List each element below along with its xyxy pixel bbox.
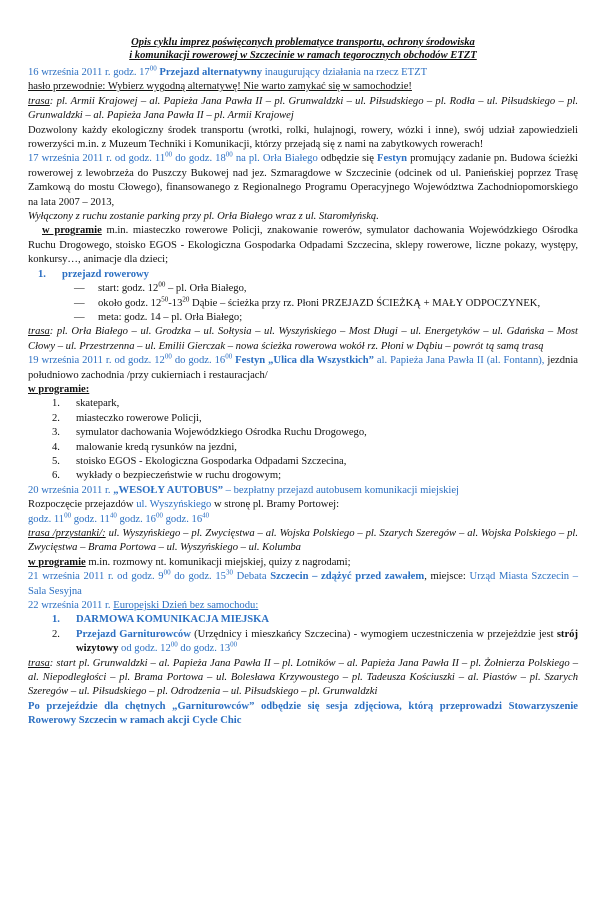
event-1-route (28, 95, 578, 124)
event-2-place: na pl. Orła Białego (232, 153, 318, 165)
event-2-mid: do godz. 18 (172, 153, 226, 165)
route-text: : pl. Armii Krajowej – al. Papieża Jana Pawła II – pl. Grunwaldzki – ul. Piłsudskiego – pl. Rodła – ul. Piłsudskiego – pl. Grunwaldzki – al. Papieża Jana Pawła II – pl. Armii Krajowej (28, 95, 578, 122)
title-line-1: Opis cyklu imprez poświęconych problematyce transportu, ochrony środowiska (131, 37, 475, 48)
title-line-2: i komunikacji rowerowej w Szczecinie w ramach tegorocznych obchodów ETZT (129, 50, 477, 61)
step-item (74, 282, 578, 296)
event-1-time-sup: 00 (149, 64, 157, 73)
item-time-b: do godz. 13 (177, 643, 231, 655)
event-3-sup1: 00 (164, 352, 172, 361)
item-num: 3. (52, 427, 60, 439)
event-4-rest: – bezpłatny przejazd autobusem komunikacji miejskiej (223, 484, 459, 496)
item-name: Przejazd Garniturowców (76, 628, 191, 640)
item-text: stoisko EGOS - Ekologiczna Gospodarka Odpadami Szczecina, (76, 455, 347, 467)
event-3-date: 19 września 2011 r. od godz. 12 (28, 355, 165, 367)
item-sup2: 00 (230, 640, 238, 649)
event-1-name: Przejazd alternatywny (159, 67, 263, 78)
event-5-rest: , miejsce: (424, 571, 470, 583)
step-text-b: -13 (168, 297, 183, 309)
event-5-date: 21 września 2011 r. od godz. 9 (28, 571, 164, 583)
program-text: m.in. rozmowy nt. komunikacji miejskiej, quizy z nagrodami; (85, 556, 351, 568)
program-item (52, 412, 578, 426)
item-dress: strój wizytowy (76, 628, 578, 655)
event-5-mid: do godz. 15 (170, 571, 226, 583)
event-4-name: „WESOŁY AUTOBUS” (113, 484, 224, 496)
start-text-c: w stronę pl. Bramy Portowej: (211, 499, 340, 511)
item-num: 2. (52, 628, 60, 640)
step-item (74, 311, 578, 325)
time-text: godz. 16 (116, 513, 156, 525)
event-3-program-label: w programie: (28, 383, 90, 395)
item-body (76, 628, 578, 657)
event-2-route (28, 325, 578, 354)
item-text: symulator dachowania Wojewódzkiego Ośrodka Ruchu Drogowego, (76, 427, 367, 439)
item-num: 6. (52, 470, 60, 482)
event-6-item-1 (52, 613, 578, 627)
time-sup: 00 (155, 511, 163, 520)
time-sup: 40 (202, 511, 210, 520)
event-5-sup2: 30 (225, 568, 233, 577)
step-sup-2: 20 (182, 294, 190, 303)
event-1-heading (28, 66, 578, 80)
event-4-route (28, 527, 578, 556)
event-6-date: 22 września 2011 r. (28, 600, 114, 612)
event-5-paragraph (28, 570, 578, 599)
item-num: 5. (52, 455, 60, 467)
item-text: DARMOWA KOMUNIKACJA MIEJSKA (76, 614, 270, 626)
program-item (52, 469, 578, 483)
route-label: trasa /przystanki/: (28, 528, 106, 539)
time-sup: 00 (64, 511, 72, 520)
item-text: skatepark, (76, 398, 120, 410)
program-label: w programie (28, 556, 86, 568)
program-item (52, 397, 578, 411)
route-text: : start pl. Grunwaldzki – al. Papieża Jana Pawła II – pl. Lotników – al. Papieża Jana Pawła II – pl. Żołnierza Polskiego – al. Niepodległości – pl. Brama Portowa – ul. Bolesława Krzywoustego – pl. Tadeusza Kościuszki – al. Piastów – pl. Szarych Szeregów – ul. Piłsudskiego – pl. Odrodzenia – ul. Piłsudskiego – pl. Grunwaldzki (28, 657, 578, 698)
event-1-motto: hasło przewodnie: Wybierz wygodną alternatywę! Nie warto zamykać się w samochodzie! (28, 81, 412, 93)
step-sup: 50 (161, 294, 169, 303)
item-num: 1. (52, 614, 60, 626)
sub-title: przejazd rowerowy (62, 268, 149, 280)
step-item (74, 294, 578, 311)
program-label: w programie (42, 225, 102, 237)
event-5-place: Urząd Miasta Szczecin – Sala Sesyjna (28, 571, 579, 597)
event-4-times (28, 513, 578, 527)
event-2-paragraph (28, 152, 578, 210)
item-text: wykłady o bezpieczeństwie w ruchu drogowym; (76, 470, 282, 482)
event-3-mid: do godz. 16 (171, 355, 226, 367)
item-text-a: (Urzędnicy i mieszkańcy Szczecina) - wymogiem uczestniczenia w przejeździe jest (190, 628, 557, 640)
step-text: meta: godz. 14 – pl. Orła Białego; (98, 311, 243, 323)
step-text: około godz. 12 (98, 297, 162, 309)
program-item (52, 441, 578, 455)
event-4-heading (28, 484, 578, 498)
program-text: m.in. miasteczko rowerowe Policji, znakowanie rowerów, symulator dachowania Wojewódzkiego Ośrodka Ruchu Drogowego, stoisko EGOS - Ekologiczna Gospodarka Odpadami Szczecina, sklepy rowerowe, liczne pokazy, występy, konkursy…, animacje dla dzieci; (28, 225, 578, 266)
route-text: ul. Wyszyńskiego – pl. Zwycięstwa – al. Wojska Polskiego – pl. Szarych Szeregów – al. Wojska Polskiego – pl. Zwycięstwa – Brama Portowa – ul. Wyszyńskiego – ul. Kolumba (28, 528, 578, 554)
event-2-program (28, 224, 578, 267)
event-2-date: 17 września 2011 r. od godz. 11 (28, 153, 166, 165)
event-1-description: Dozwolony każdy ekologiczny środek transportu (wrotki, rolki, hulajnogi, rowery, wózki i inne), swój udział zapowiedzieli rowerzyści m.in. z Muzeum Techniki i Komunikacji, którzy przejadą się z nami na zabytkowych rowerach! (28, 124, 578, 151)
event-2-parking: Wyłączony z ruchu zostanie parking przy pl. Orła Białego wraz z ul. Staromłyńską. (28, 211, 379, 223)
event-2-odb: odbędzie się (317, 153, 377, 165)
event-5-sup1: 00 (163, 568, 171, 577)
item-sup1: 00 (170, 640, 178, 649)
step-text-c: Dąbie – ścieżka przy rz. Płoni PRZEJAZD ŚCIEŻKĄ + MAŁY ODPOCZYNEK, (189, 297, 541, 309)
event-6-heading (28, 599, 578, 613)
document-title (28, 36, 578, 62)
event-4-program (28, 556, 578, 570)
item-text: malowanie kredą rysunków na jezdni, (76, 441, 237, 453)
item-text: miasteczko rowerowe Policji, (76, 412, 202, 424)
step-text: start: godz. 12 (98, 283, 159, 295)
route-label: trasa (28, 657, 50, 669)
event-2-steps (28, 282, 578, 325)
event-2-sup2: 00 (225, 150, 233, 159)
event-1-date: 16 września 2011 r. godz. 17 (28, 67, 150, 78)
item-num: 4. (52, 441, 60, 453)
event-2-name: Festyn (376, 153, 407, 165)
event-6-list (28, 613, 578, 656)
event-6-item-2 (52, 628, 578, 657)
event-3-sup2: 00 (225, 352, 233, 361)
event-3-rest: jezdnia południowo zachodnia /przy cukierniach i restauracjach/ (28, 355, 578, 381)
event-6-route (28, 657, 578, 700)
event-4-date: 20 września 2011 r. (28, 484, 114, 496)
item-time-a: od godz. 12 (118, 643, 171, 655)
start-street: ul. Wyszyńskiego (136, 499, 212, 511)
route-label: trasa (28, 95, 50, 107)
event-3-program-list (28, 397, 578, 483)
program-item (52, 426, 578, 440)
sub-num: 1. (38, 268, 46, 280)
time-sup: 40 (109, 511, 117, 520)
event-1-desc: inaugurujący działania na rzecz ETZT (264, 67, 428, 78)
event-5-debata: Debata (232, 571, 271, 583)
time-text: godz. 11 (71, 513, 110, 525)
event-6-final: Po przejeździe dla chętnych „Garniturowców” odbędzie się sesja zdjęciowa, którą przeprowadzi Stowarzyszenie Rowerowy Szczecin w ramach akcji Cycle Chic (28, 700, 578, 727)
step-sup: 00 (158, 280, 166, 289)
time-text: godz. 16 (162, 513, 203, 525)
route-label: trasa (28, 326, 50, 338)
event-3-paragraph (28, 354, 578, 383)
start-text-a: Rozpoczęcie przejazdów (28, 499, 137, 511)
event-6-title: Europejski Dzień bez samochodu: (113, 600, 259, 612)
event-3-place: al. Papieża Jana Pawła II (al. Fontann), (373, 355, 545, 367)
route-text: : pl. Orła Białego – ul. Grodzka – ul. Sołtysia – ul. Wyszyńskiego – Most Długi – ul. Energetyków – ul. Gdańska – Most Cłowy – ul. Przestrzenna – ul. Emilii Gierczak – nowa ścieżka rowerowa wokół rz. Płoni w Dąbiu – powrót tą samą trasą (28, 326, 578, 352)
event-3-name: Festyn „Ulica dla Wszystkich” (232, 355, 374, 367)
program-item (52, 455, 578, 469)
event-2-sup1: 00 (165, 150, 173, 159)
item-num: 2. (52, 412, 60, 424)
step-text-b: – pl. Orła Białego, (165, 283, 247, 295)
item-num: 1. (52, 398, 60, 410)
event-5-name: Szczecin – zdążyć przed zawałem (270, 571, 425, 583)
event-2-rest: promujący zadanie pn. Budowa ścieżki rowerowej z lewobrzeża do Puszczy Bukowej nad jez. Szmaragdowe w Szczecinie (odcinek od ul. Panieńskiej poprzez Trasę Zamkową do mostu Cłowego), finansowanego z Regionalnego Programu Operacyjnego Województwa Zachodniopomorskiego na lata 2007 – 2013, (28, 153, 578, 208)
time-text: godz. 11 (28, 513, 65, 525)
event-2-sub-heading (28, 268, 578, 282)
